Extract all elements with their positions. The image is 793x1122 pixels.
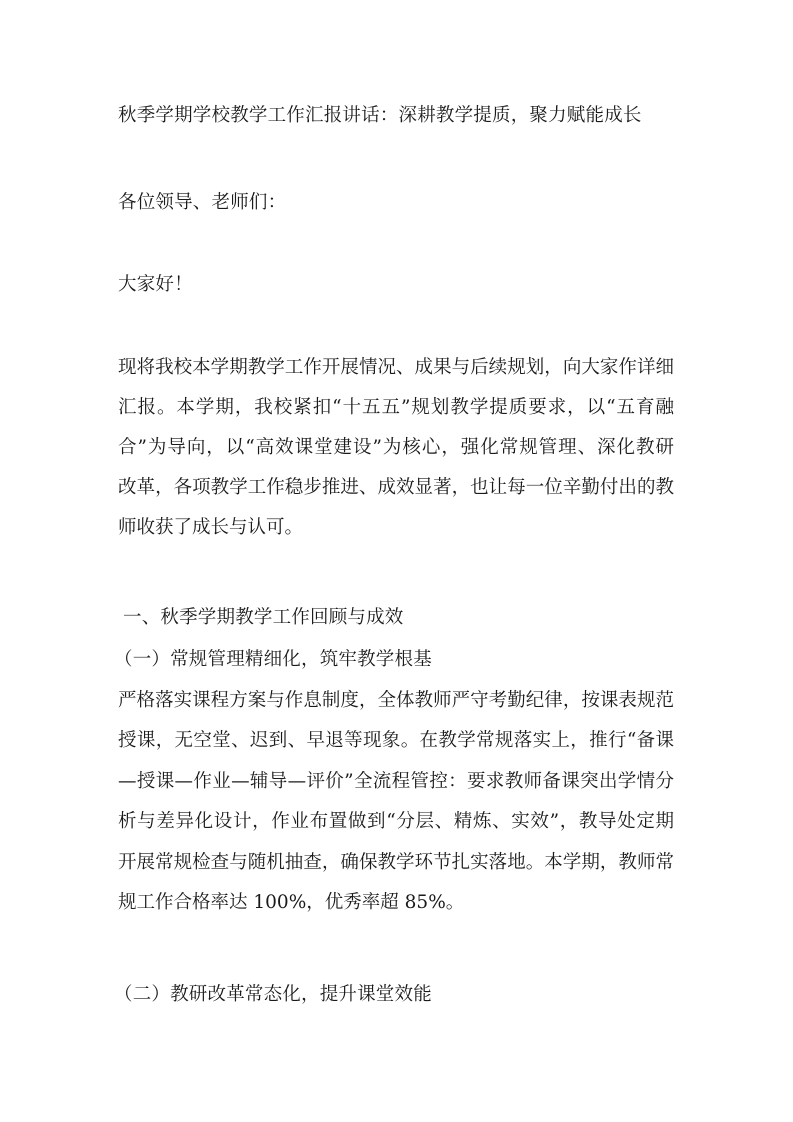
paragraph-line: 现将我校本学期教学工作开展情况、成果与后续规划，向大家作详细 bbox=[118, 357, 674, 378]
paragraph-line: 汇报。本学期，我校紧扣“十五五”规划教学提质要求，以“五育融 bbox=[118, 397, 674, 418]
paragraph-line: 析与差异化设计，作业布置做到“分层、精炼、实效”，教导处定期 bbox=[118, 811, 674, 832]
paragraph-line: 规工作合格率达 100%，优秀率超 85%。 bbox=[118, 892, 465, 913]
paragraph-line: 授课，无空堂、迟到、早退等现象。在教学常规落实上，推行“备课 bbox=[118, 730, 674, 751]
greeting: 大家好！ bbox=[118, 274, 193, 295]
paragraph-line: 开展常规检查与随机抽查，确保教学环节扎实落地。本学期，教师常 bbox=[118, 852, 674, 873]
salutation: 各位领导、老师们： bbox=[118, 192, 287, 213]
paragraph-line: —授课—作业—辅导—评价”全流程管控：要求教师备课突出学情分 bbox=[118, 771, 674, 792]
document-title: 秋季学期学校教学工作汇报讲话：深耕教学提质，聚力赋能成长 bbox=[118, 105, 642, 126]
paragraph-line: 严格落实课程方案与作息制度，全体教师严守考勤纪律，按课表规范 bbox=[118, 690, 674, 711]
paragraph-line: 合”为导向，以“高效课堂建设”为核心，强化常规管理、深化教研 bbox=[118, 437, 674, 458]
paragraph-line: 改革，各项教学工作稳步推进、成效显著，也让每一位辛勤付出的教 bbox=[118, 477, 674, 498]
subsection-heading: （二）教研改革常态化，提升课堂效能 bbox=[114, 984, 432, 1005]
paragraph-line: 师收获了成长与认可。 bbox=[118, 517, 304, 538]
subsection-heading: （一）常规管理精细化，筑牢教学根基 bbox=[114, 649, 432, 670]
section-heading: 一、秋季学期教学工作回顾与成效 bbox=[123, 607, 404, 628]
